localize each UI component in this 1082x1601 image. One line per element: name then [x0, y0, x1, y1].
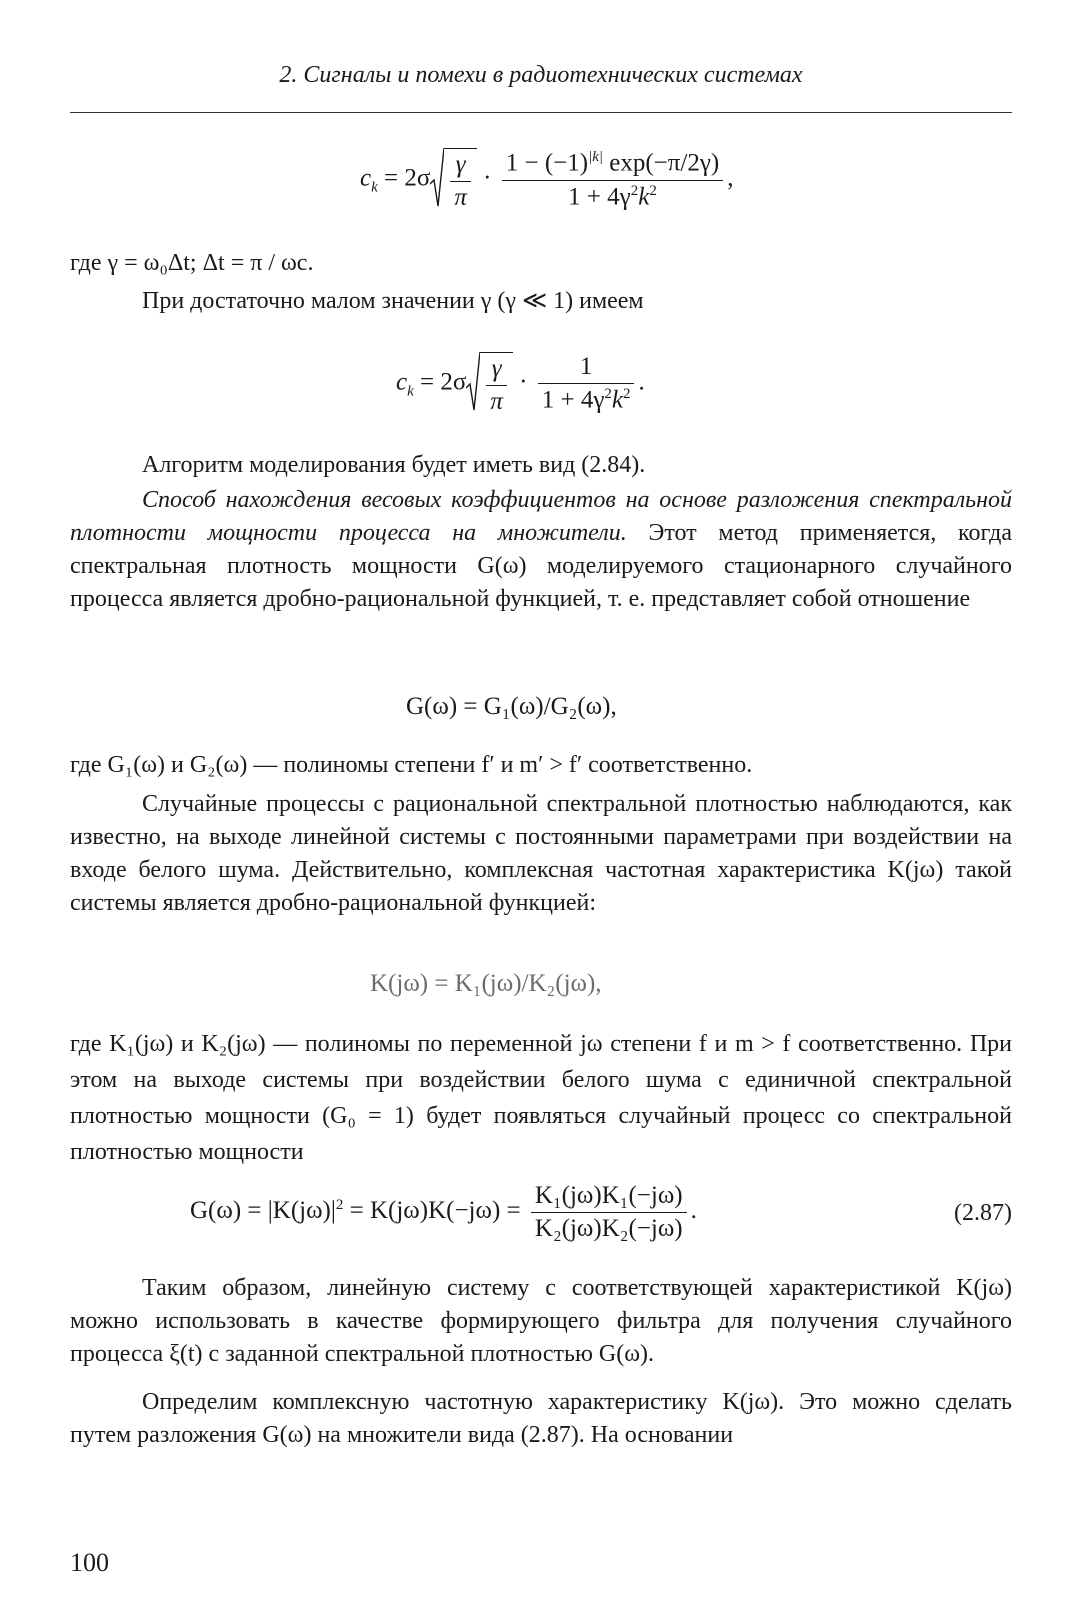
method-paragraph — [70, 484, 1012, 616]
header-rule — [70, 112, 1012, 113]
running-head: 2. Сигналы и помехи в радиотехнических системах — [279, 62, 803, 88]
equation-number: (2.87) — [954, 1200, 1012, 1226]
random-process-paragraph: Случайные процессы с рациональной спектральной плотностью наблюдаются, как известно, на выходе линейной системы с постоянными параметрами при воздействии на входе белого шума. Действительно, комплексная частотная характеристика K(jω) такой системы является дробно-рациональной функцией: — [70, 791, 1012, 916]
algorithm-line: Алгоритм моделирования будет иметь вид (2.84). — [142, 452, 646, 478]
equation-g-ratio: G(ω) = G₁(ω)/G₂(ω), — [406, 693, 617, 720]
equation-ck-approx: $c_k = 2\sigma$ $\frac{\gamma}{\pi}$ · $\frac{1}{1 + 4\gamma^2k^2}$ . — [396, 353, 645, 415]
sqrt-gamma-pi: $\frac{\gamma}{\pi}$ — [430, 148, 477, 212]
equation-2-87: $G(\omega) = |K(j\omega)|^2 = K(j\omega)K(-j\omega)$ = $\frac{\text{K₁(jω)K₁(−jω)}}{\text{K₂(jω)K₂(−jω)}}$ . — [190, 1182, 697, 1242]
method-title: Способ нахождения весовых коэффициентов на основе разложения спектральной плотности мощности процесса на множители. — [70, 487, 1012, 546]
equation-k-ratio: K(jω) = K₁(jω)/K₂(jω), — [370, 970, 602, 997]
sqrt-gamma-pi-2: $\frac{\gamma}{\pi}$ — [466, 352, 513, 416]
fraction-ck-approx: $\frac{1}{1 + 4\gamma^2k^2}$ — [538, 353, 635, 414]
equation-ck-full: $c_k = 2\sigma$ $\frac{\gamma}{\pi}$ · $\frac{1 - (-1)^{|k|} \exp(-\pi/2\gamma)}{1 + 4\gamma^2k^2}$ , — [360, 149, 734, 211]
thus-paragraph: Таким образом, линейную систему с соответствующей характеристикой K(jω) можно использовать в качестве формирующего фильтра для получения случайного процесса ξ(t) с заданной спектральной плотностью G(ω). — [70, 1275, 1012, 1367]
page-number: 100 — [70, 1548, 109, 1577]
define-paragraph: Определим комплексную частотную характеристику K(jω). Это можно сделать путем разложения G(ω) на множители вида (2.87). На основании — [70, 1389, 1012, 1448]
where-polynomials-line: где G₁(ω) и G₂(ω) — полиномы степени f′ и m′ > f′ соответственно. — [70, 752, 753, 778]
where-gamma-line: где γ = ω₀Δt; Δt = π / ωс. — [70, 250, 314, 276]
fraction-ck-full: $\frac{1 - (-1)^{|k|} \exp(-\pi/2\gamma)}{1 + 4\gamma^2k^2}$ — [502, 149, 723, 211]
small-gamma-line: При достаточно малом значении γ (γ ≪ 1) имеем — [142, 288, 644, 314]
where-k-paragraph: где K₁(jω) и K₂(jω) — полиномы по переменной jω степени f и m > f соответственно. При этом на выходе системы при воздействии белого шума с единичной спектральной плотностью мощности (G₀ = 1) будет появляться случайный процесс со спектральной плотностью мощности — [70, 1031, 1012, 1165]
method-body: Этот метод применяется, когда спектральная плотность мощности G(ω) моделируемого стационарного случайного процесса является дробно-рациональной функцией, т. е. представляет собой отношение — [70, 520, 1012, 612]
